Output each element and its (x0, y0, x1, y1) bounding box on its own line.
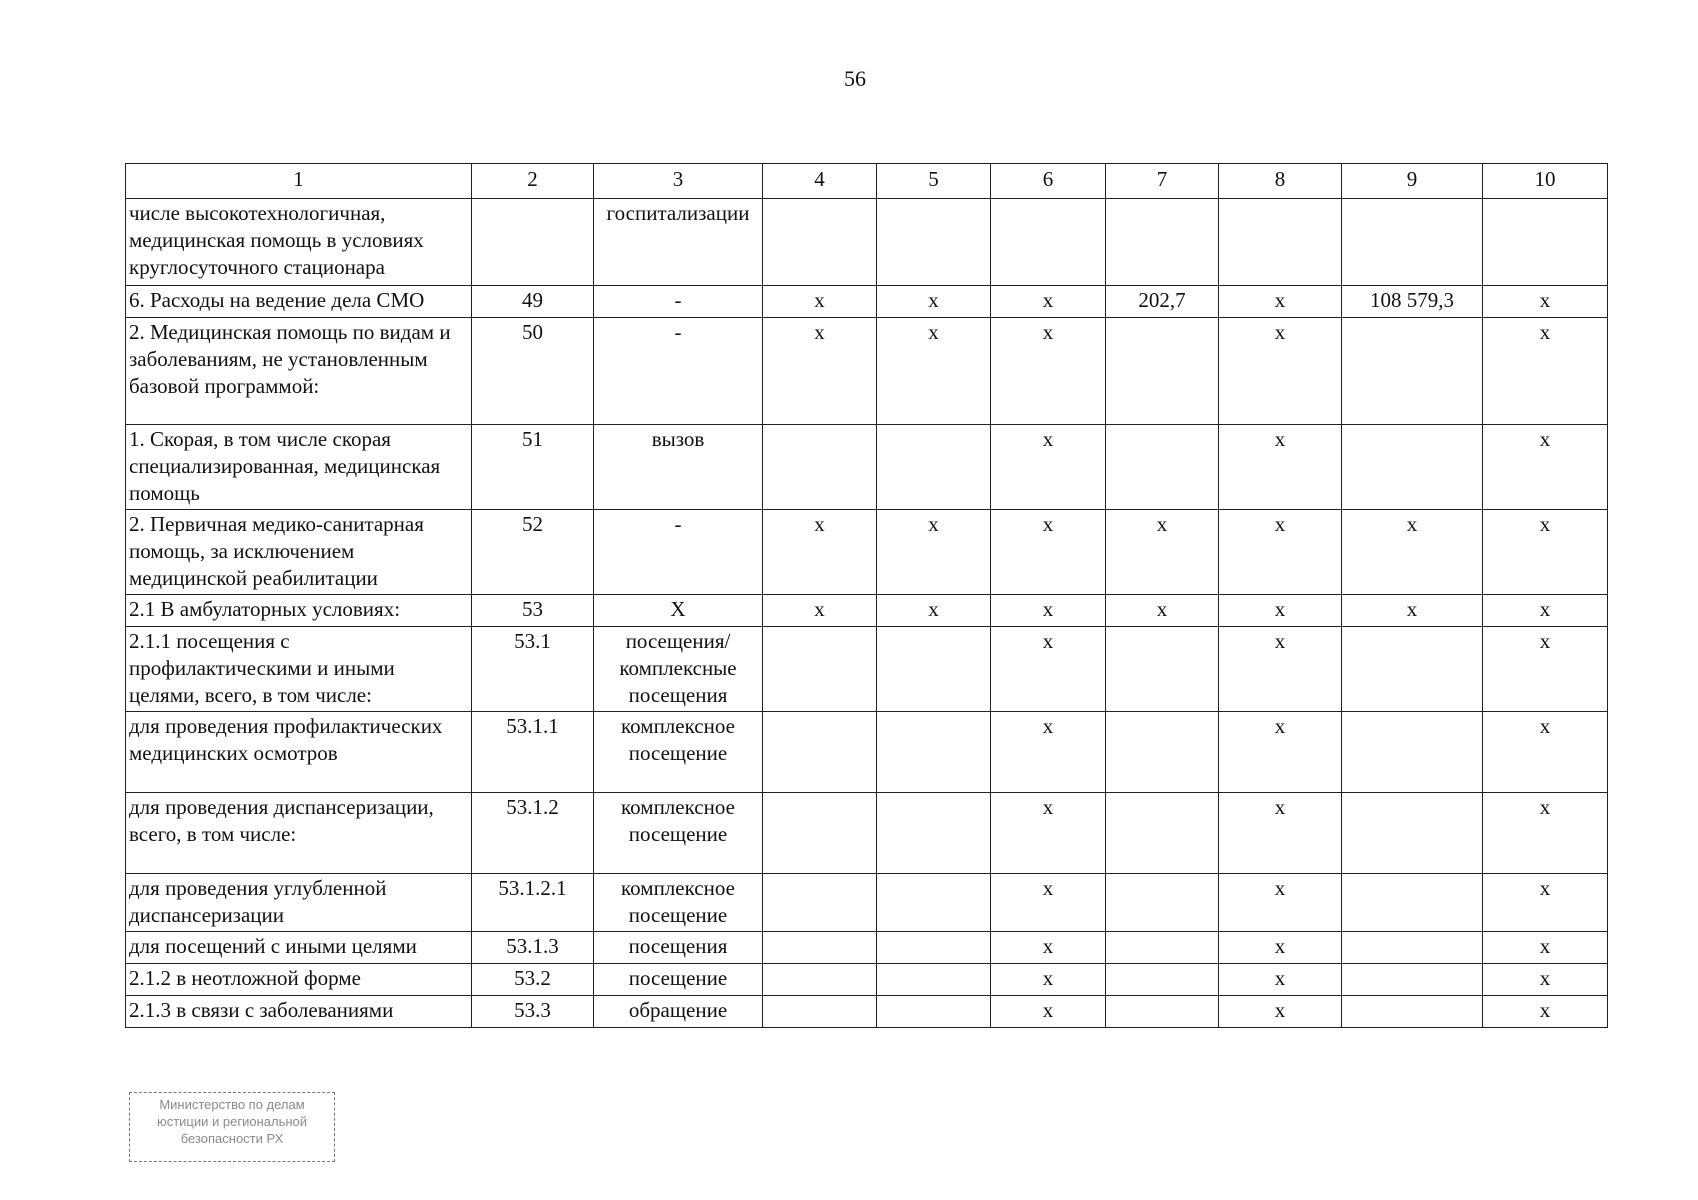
column-header: 2 (472, 164, 594, 199)
table-cell (1219, 199, 1342, 286)
table-cell: х (1342, 595, 1483, 627)
table-cell (877, 964, 991, 996)
table-row (126, 932, 1608, 964)
table-cell: - (594, 318, 763, 425)
table-cell: вызов (594, 425, 763, 510)
table-cell: 53.1.3 (472, 932, 594, 964)
table-cell: х (1483, 425, 1608, 510)
table-cell: 50 (472, 318, 594, 425)
table-cell (1106, 964, 1219, 996)
table-row (126, 286, 1608, 318)
table-cell: х (1219, 793, 1342, 874)
table-cell (1106, 932, 1219, 964)
table-cell (1106, 425, 1219, 510)
table-cell: х (991, 996, 1106, 1028)
table-cell: х (991, 595, 1106, 627)
table-row (126, 199, 1608, 286)
table-cell: х (991, 712, 1106, 793)
table-cell: х (1106, 595, 1219, 627)
table-cell (877, 932, 991, 964)
table-cell: х (991, 627, 1106, 712)
table-cell: 53.3 (472, 996, 594, 1028)
table-cell (1342, 318, 1483, 425)
table-cell: 53.2 (472, 964, 594, 996)
column-header: 1 (126, 164, 472, 199)
table-cell (1342, 932, 1483, 964)
table-cell: х (1219, 286, 1342, 318)
table-cell: комплексное посещение (594, 712, 763, 793)
stamp-line: юстиции и региональной (156, 1114, 308, 1129)
table-cell: х (763, 510, 877, 595)
table-cell (1342, 793, 1483, 874)
table-cell: х (1219, 318, 1342, 425)
table-cell (763, 932, 877, 964)
column-header: 4 (763, 164, 877, 199)
table-cell: х (763, 286, 877, 318)
table-cell: обращение (594, 996, 763, 1028)
page-number: 56 (844, 66, 866, 91)
row-label-cell: 2.1 В амбулаторных условиях: (126, 595, 472, 627)
table-cell: х (1483, 627, 1608, 712)
table-cell: х (1483, 318, 1608, 425)
row-label-cell: для проведения углубленной диспансеризации (126, 874, 472, 932)
table-cell: 53.1.1 (472, 712, 594, 793)
table-cell: х (991, 286, 1106, 318)
table-row (126, 874, 1608, 932)
table-cell: х (1219, 996, 1342, 1028)
table-cell (1106, 874, 1219, 932)
table-cell (1342, 712, 1483, 793)
table-cell: 53.1.2.1 (472, 874, 594, 932)
table-cell (1342, 425, 1483, 510)
table-cell (1106, 712, 1219, 793)
table-cell: х (991, 793, 1106, 874)
table-cell (1483, 199, 1608, 286)
table-cell: х (1219, 627, 1342, 712)
table-cell: х (1483, 286, 1608, 318)
table-row (126, 318, 1608, 425)
table-cell: 53.1 (472, 627, 594, 712)
table-cell: х (1342, 510, 1483, 595)
table-cell: - (594, 286, 763, 318)
table-cell: х (877, 595, 991, 627)
table-cell: х (1483, 712, 1608, 793)
table-cell: х (991, 964, 1106, 996)
row-label-cell: 2.1.1 посещения с профилактическими и иными целями, всего, в том числе: (126, 627, 472, 712)
table-cell (1342, 874, 1483, 932)
column-header: 5 (877, 164, 991, 199)
table-cell (877, 793, 991, 874)
table-row (126, 595, 1608, 627)
table-cell: госпитализации (594, 199, 763, 286)
table-cell (1106, 627, 1219, 712)
table-cell: х (1219, 932, 1342, 964)
table-row (126, 964, 1608, 996)
table-cell: Х (594, 595, 763, 627)
row-label-cell: для проведения диспансеризации, всего, в том числе: (126, 793, 472, 874)
table-cell (763, 425, 877, 510)
table-row (126, 793, 1608, 874)
row-label-cell: 2. Первичная медико-санитарная помощь, за исключением медицинской реабилитации (126, 510, 472, 595)
ministry-stamp (129, 1092, 335, 1162)
table-cell: 51 (472, 425, 594, 510)
row-label-cell: 1. Скорая, в том числе скорая специализированная, медицинская помощь (126, 425, 472, 510)
table-cell: комплексное посещение (594, 874, 763, 932)
table-cell: х (991, 318, 1106, 425)
table-cell (877, 199, 991, 286)
table-cell: посещение (594, 964, 763, 996)
table-cell: х (1219, 964, 1342, 996)
table-cell: 53 (472, 595, 594, 627)
table-cell: - (594, 510, 763, 595)
data-table (125, 163, 1608, 1028)
table-cell (1106, 793, 1219, 874)
table-cell: 49 (472, 286, 594, 318)
table-cell (877, 627, 991, 712)
row-label-cell: 2. Медицинская помощь по видам и заболеваниям, не установленным базовой программой: (126, 318, 472, 425)
stamp-line: Министерство по делам (159, 1097, 305, 1112)
table-cell (877, 712, 991, 793)
column-header: 8 (1219, 164, 1342, 199)
table-cell: х (1219, 595, 1342, 627)
table-cell (1342, 199, 1483, 286)
table-cell: х (1219, 425, 1342, 510)
table-cell: х (1219, 874, 1342, 932)
column-header: 9 (1342, 164, 1483, 199)
table-cell: 202,7 (1106, 286, 1219, 318)
table-cell (1342, 996, 1483, 1028)
table-cell (763, 199, 877, 286)
row-label-cell: 6. Расходы на ведение дела СМО (126, 286, 472, 318)
column-header: 10 (1483, 164, 1608, 199)
table-cell (1106, 199, 1219, 286)
table-cell: х (763, 595, 877, 627)
table-cell: х (877, 318, 991, 425)
table-row (126, 996, 1608, 1028)
table-cell: х (1483, 595, 1608, 627)
table-cell: х (763, 318, 877, 425)
table-cell (763, 793, 877, 874)
table-cell: х (1106, 510, 1219, 595)
table-cell: х (1483, 874, 1608, 932)
table-row (126, 712, 1608, 793)
table-cell: х (1483, 996, 1608, 1028)
table-row (126, 425, 1608, 510)
table-cell: х (877, 286, 991, 318)
table-cell: посещения (594, 932, 763, 964)
table-cell (877, 874, 991, 932)
table-cell (1106, 318, 1219, 425)
row-label-cell: для проведения профилактических медицинских осмотров (126, 712, 472, 793)
table-cell (1106, 996, 1219, 1028)
table-cell: комплексное посещение (594, 793, 763, 874)
column-header: 3 (594, 164, 763, 199)
table-cell: х (991, 932, 1106, 964)
column-header: 6 (991, 164, 1106, 199)
table-cell (763, 627, 877, 712)
table-cell: х (1219, 712, 1342, 793)
row-label-cell: числе высокотехнологичная, медицинская помощь в условиях круглосуточного стационара (126, 199, 472, 286)
table-cell (763, 874, 877, 932)
table-cell (763, 964, 877, 996)
column-header: 7 (1106, 164, 1219, 199)
table-cell (991, 199, 1106, 286)
table-row (126, 627, 1608, 712)
table-cell: х (1219, 510, 1342, 595)
table-cell: 53.1.2 (472, 793, 594, 874)
stamp-line: безопасности РХ (180, 1131, 284, 1146)
table-cell: х (1483, 932, 1608, 964)
table-cell (1342, 964, 1483, 996)
table-cell: 52 (472, 510, 594, 595)
table-cell (763, 996, 877, 1028)
table-cell: х (991, 510, 1106, 595)
table-cell (877, 996, 991, 1028)
table-cell (763, 712, 877, 793)
row-label-cell: для посещений с иными целями (126, 932, 472, 964)
table-cell: х (991, 874, 1106, 932)
table-cell (877, 425, 991, 510)
table-cell: х (1483, 793, 1608, 874)
table-cell: х (1483, 964, 1608, 996)
table-cell: х (877, 510, 991, 595)
row-label-cell: 2.1.2 в неотложной форме (126, 964, 472, 996)
table-cell: х (1483, 510, 1608, 595)
row-label-cell: 2.1.3 в связи с заболеваниями (126, 996, 472, 1028)
table-cell: 108 579,3 (1342, 286, 1483, 318)
table-cell (472, 199, 594, 286)
column-number-row (126, 164, 1608, 199)
table-cell: х (991, 425, 1106, 510)
table-row (126, 510, 1608, 595)
table-cell: посещения/комплексные посещения (594, 627, 763, 712)
table-cell (1342, 627, 1483, 712)
